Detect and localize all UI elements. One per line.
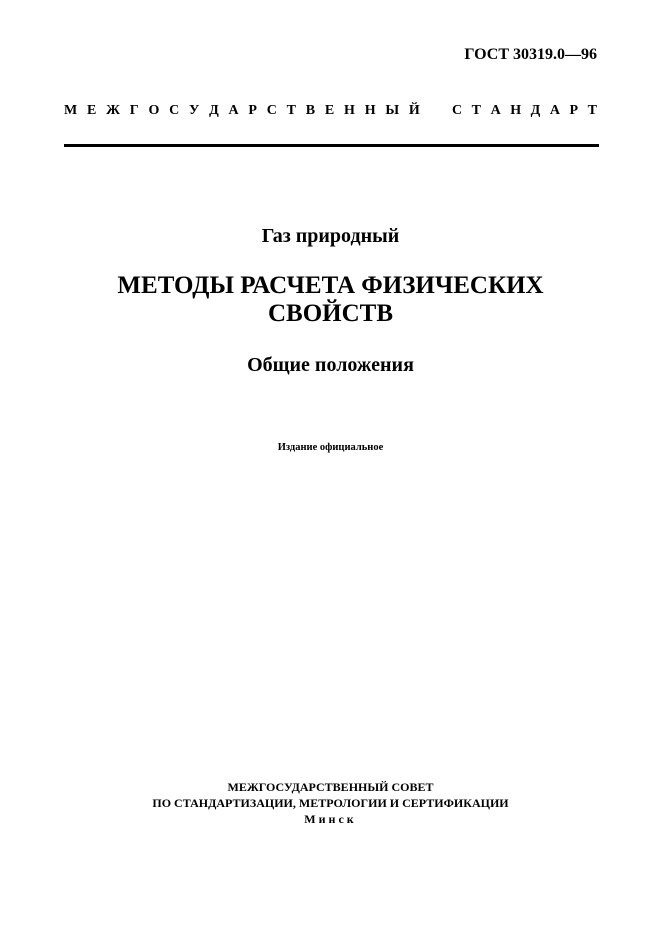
title-line-1: МЕТОДЫ РАСЧЕТА ФИЗИЧЕСКИХ	[117, 272, 544, 299]
standard-type-word-2: С Т А Н Д А Р Т	[452, 103, 597, 118]
header-divider	[64, 144, 599, 147]
standard-type-heading	[64, 103, 597, 119]
document-subject: Газ природный	[261, 225, 400, 247]
publisher-block	[0, 779, 661, 827]
publisher-line-1: МЕЖГОСУДАРСТВЕННЫЙ СОВЕТ	[227, 780, 434, 794]
document-code: ГОСТ 30319.0—96	[464, 46, 597, 63]
document-subtitle: Общие положения	[247, 354, 414, 376]
document-title	[0, 272, 661, 328]
edition-note: Издание официальное	[277, 442, 384, 453]
publisher-line-2: ПО СТАНДАРТИЗАЦИИ, МЕТРОЛОГИИ И СЕРТИФИКАЦИИ	[152, 796, 509, 810]
publisher-city: Минск	[304, 812, 357, 826]
standard-type-word-1: М Е Ж Г О С У Д А Р С Т В Е Н Н Ы Й	[64, 103, 420, 118]
title-line-2: СВОЙСТВ	[267, 300, 394, 327]
